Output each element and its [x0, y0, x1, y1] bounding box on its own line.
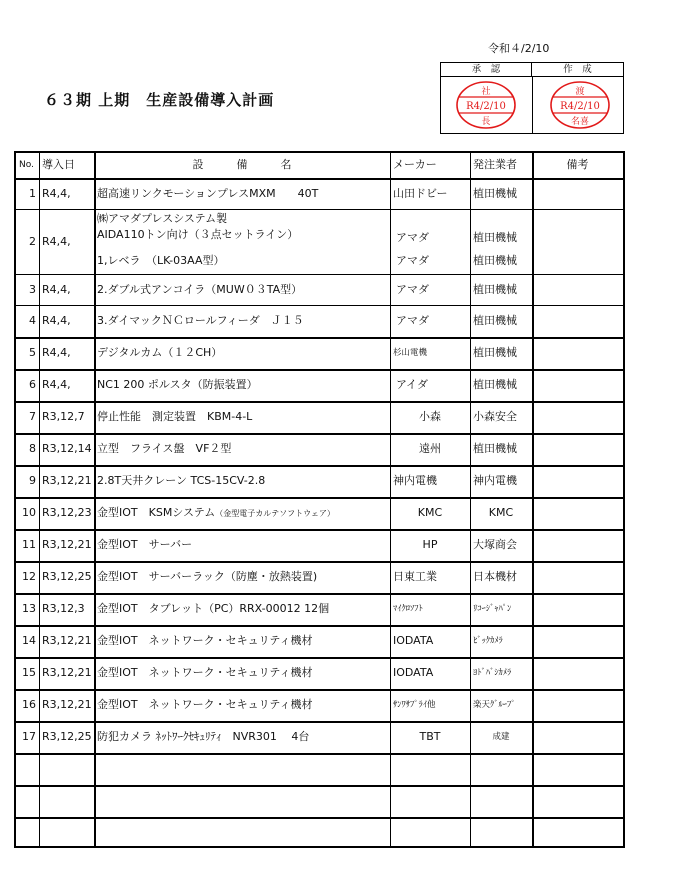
- row-number: 17: [22, 730, 36, 743]
- row-vendor: 植田機械: [473, 186, 517, 200]
- row-date: R4,4,: [42, 282, 71, 296]
- stamp2-bottom: 名喜: [570, 117, 590, 127]
- row-date: R3,12,25: [42, 570, 92, 583]
- row-number: 15: [22, 666, 36, 679]
- row-equipment-name-line2: AIDA110トン向け（３点セットライン）: [97, 228, 299, 241]
- row-number: 4: [29, 314, 36, 327]
- row-vendor: 植田機械: [473, 442, 517, 455]
- row-equipment-name: 停止性能 測定装置 KBM-4-L: [97, 410, 253, 423]
- header-remarks: 備考: [566, 158, 589, 171]
- row-vendor: 成建: [492, 732, 510, 742]
- create-header: 作 成: [532, 63, 623, 77]
- page-title: ６３期 上期 生産設備導入計画: [44, 91, 275, 109]
- row-equipment-name: 金型IOT サーバーラック（防塵・放熱装置): [97, 570, 318, 583]
- row-number: 10: [22, 506, 36, 519]
- row-maker: アマダ: [396, 314, 429, 327]
- table-row: [16, 401, 623, 433]
- row-date: R3,12,21: [42, 698, 92, 711]
- header-no: No.: [19, 160, 34, 170]
- table-row: [16, 561, 623, 593]
- row-maker: 杉山電機: [393, 348, 428, 358]
- row-equipment-name-line3: 1,レベラ （LK-03AA型）: [97, 254, 225, 267]
- row-maker: アマダ: [396, 231, 429, 244]
- row-date: R3,12,7: [42, 410, 85, 423]
- row-vendor: 植田機械: [473, 314, 517, 327]
- row-date: R4,4,: [42, 314, 71, 327]
- stamp2-date: R4/2/10: [560, 101, 600, 112]
- header-date: 導入日: [42, 158, 75, 171]
- equipment-table: [14, 151, 625, 848]
- row-number: 5: [29, 346, 36, 359]
- table-row: [16, 689, 623, 721]
- table-row: [16, 433, 623, 465]
- row-number: 14: [22, 634, 36, 647]
- president-stamp: [455, 80, 517, 130]
- row-date: R3,12,21: [42, 666, 92, 679]
- row-maker-line2: アマダ: [396, 254, 429, 267]
- row-vendor: KMC: [488, 506, 514, 519]
- row-maker: 遠州: [419, 442, 441, 455]
- row-date: R4,4,: [42, 378, 71, 391]
- row-vendor: 植田機械: [473, 378, 517, 391]
- row-date: R3,12,3: [42, 602, 85, 615]
- row-equipment-name: 3.ダイマックＮＣロールフィーダ Ｊ１５: [97, 314, 304, 327]
- row-maker: IODATA: [393, 634, 434, 647]
- row-vendor: 植田機械: [473, 231, 517, 244]
- header-vendor: 発注業者: [473, 158, 517, 171]
- row-maker: アマダ: [396, 282, 429, 296]
- row-equipment-name: 金型IOT タブレット（PC）RRX-00012 12個: [97, 602, 330, 615]
- row-equipment-name: 防犯カメラ ﾈｯﾄﾜｰｸｾｷｭﾘﾃｨ NVR301 4台: [97, 730, 310, 743]
- row-vendor: 植田機械: [473, 346, 517, 359]
- header-name: 設 備 名: [192, 158, 292, 171]
- table-row: [16, 497, 623, 529]
- row-maker: TBT: [419, 730, 441, 743]
- table-row: [16, 593, 623, 625]
- row-equipment-name: 立型 フライス盤 VF２型: [97, 442, 232, 455]
- row-maker: KMC: [417, 506, 443, 519]
- row-date: R4,4,: [42, 234, 71, 248]
- row-vendor: 日本機材: [473, 570, 517, 583]
- table-row: [16, 209, 623, 274]
- row-maker: ｻﾝﾜｻﾌﾟﾗｲ他: [393, 700, 436, 710]
- row-number: 8: [29, 442, 36, 455]
- row-vendor: ﾋﾞｯｸｶﾒﾗ: [473, 636, 503, 646]
- row-divider: [16, 817, 623, 819]
- row-equipment-name: 金型IOT ネットワーク・セキュリティ機材: [97, 634, 313, 647]
- row-vendor: ﾖﾄﾞﾊﾞｼｶﾒﾗ: [473, 668, 512, 678]
- row-equipment-note: （金型電子カルテソフトウェア）: [215, 509, 335, 518]
- row-maker: 小森: [419, 410, 441, 423]
- table-row: [16, 305, 623, 337]
- table-row: [16, 178, 623, 209]
- row-date: R3,12,21: [42, 538, 92, 551]
- row-vendor: 楽天ｸﾞﾙｰﾌﾟ: [473, 700, 516, 710]
- row-vendor: ﾘｺｰｼﾞｬﾊﾟﾝ: [473, 604, 512, 614]
- row-date: R3,12,23: [42, 506, 92, 519]
- table-row: [16, 369, 623, 401]
- row-number: 9: [29, 474, 36, 487]
- stamp2-top: 渡: [575, 87, 585, 97]
- row-equipment-name: 金型IOT ネットワーク・セキュリティ機材: [97, 698, 313, 711]
- row-maker: IODATA: [393, 666, 434, 679]
- row-maker: アイダ: [396, 378, 429, 391]
- table-row: [16, 529, 623, 561]
- row-vendor: 植田機械: [473, 282, 517, 296]
- row-date: R3,12,21: [42, 634, 92, 647]
- row-equipment-name: 金型IOT KSMシステム（金型電子カルテソフトウェア）: [97, 506, 335, 519]
- row-vendor-line2: 植田機械: [473, 254, 517, 267]
- stamp1-bottom: 長: [481, 117, 491, 127]
- row-date: R3,12,21: [42, 474, 92, 487]
- row-number: 6: [29, 378, 36, 391]
- row-number: 13: [22, 602, 36, 615]
- row-date: R3,12,14: [42, 442, 92, 455]
- row-equipment-name: ㈱アマダプレスシステム製: [97, 212, 228, 225]
- row-vendor: 神内電機: [473, 474, 517, 487]
- row-equipment-name: デジタルカム（１２CH）: [97, 346, 223, 359]
- row-date: R4,4,: [42, 346, 71, 359]
- row-vendor: 大塚商会: [473, 538, 517, 551]
- table-row: [16, 721, 623, 753]
- creator-stamp: [549, 80, 611, 130]
- row-maker: ﾏｲｸﾛｿﾌﾄ: [393, 604, 423, 614]
- row-number: 11: [22, 538, 36, 551]
- header-maker: メーカー: [393, 158, 437, 171]
- table-row: [16, 657, 623, 689]
- row-date: R3,12,25: [42, 730, 92, 743]
- row-divider: [16, 785, 623, 787]
- row-number: 16: [22, 698, 36, 711]
- row-number: 12: [22, 570, 36, 583]
- row-maker: 神内電機: [393, 474, 437, 487]
- document-date: 令和４/2/10: [488, 42, 550, 55]
- table-row: [16, 465, 623, 497]
- approval-box: [440, 62, 624, 134]
- row-equipment-name: 超高速リンクモーションプレスMXM 40T: [97, 186, 319, 200]
- row-number: 2: [29, 234, 36, 248]
- table-row: [16, 625, 623, 657]
- table-row: [16, 274, 623, 305]
- approve-header: 承 認: [441, 63, 532, 77]
- stamp1-top: 社: [481, 87, 491, 97]
- row-maker: 日東工業: [393, 570, 437, 583]
- row-equipment-name: 金型IOT サーバー: [97, 538, 193, 551]
- row-maker: 山田ドビー: [393, 186, 448, 200]
- row-maker: HP: [422, 538, 438, 551]
- row-number: 7: [29, 410, 36, 423]
- row-equipment-name: NC1 200 ポルスタ（防振装置）: [97, 378, 258, 391]
- row-equipment-name: 2.8T天井クレーン TCS-15CV-2.8: [97, 474, 266, 487]
- row-number: 3: [29, 282, 36, 296]
- row-divider: [16, 753, 623, 755]
- row-equipment-name: 2.ダブル式アンコイラ（MUW０３TA型）: [97, 282, 303, 296]
- stamp1-date: R4/2/10: [466, 101, 506, 112]
- row-vendor: 小森安全: [473, 410, 517, 423]
- row-number: 1: [29, 186, 36, 200]
- row-date: R4,4,: [42, 186, 71, 200]
- table-row: [16, 337, 623, 369]
- row-equipment-name: 金型IOT ネットワーク・セキュリティ機材: [97, 666, 313, 679]
